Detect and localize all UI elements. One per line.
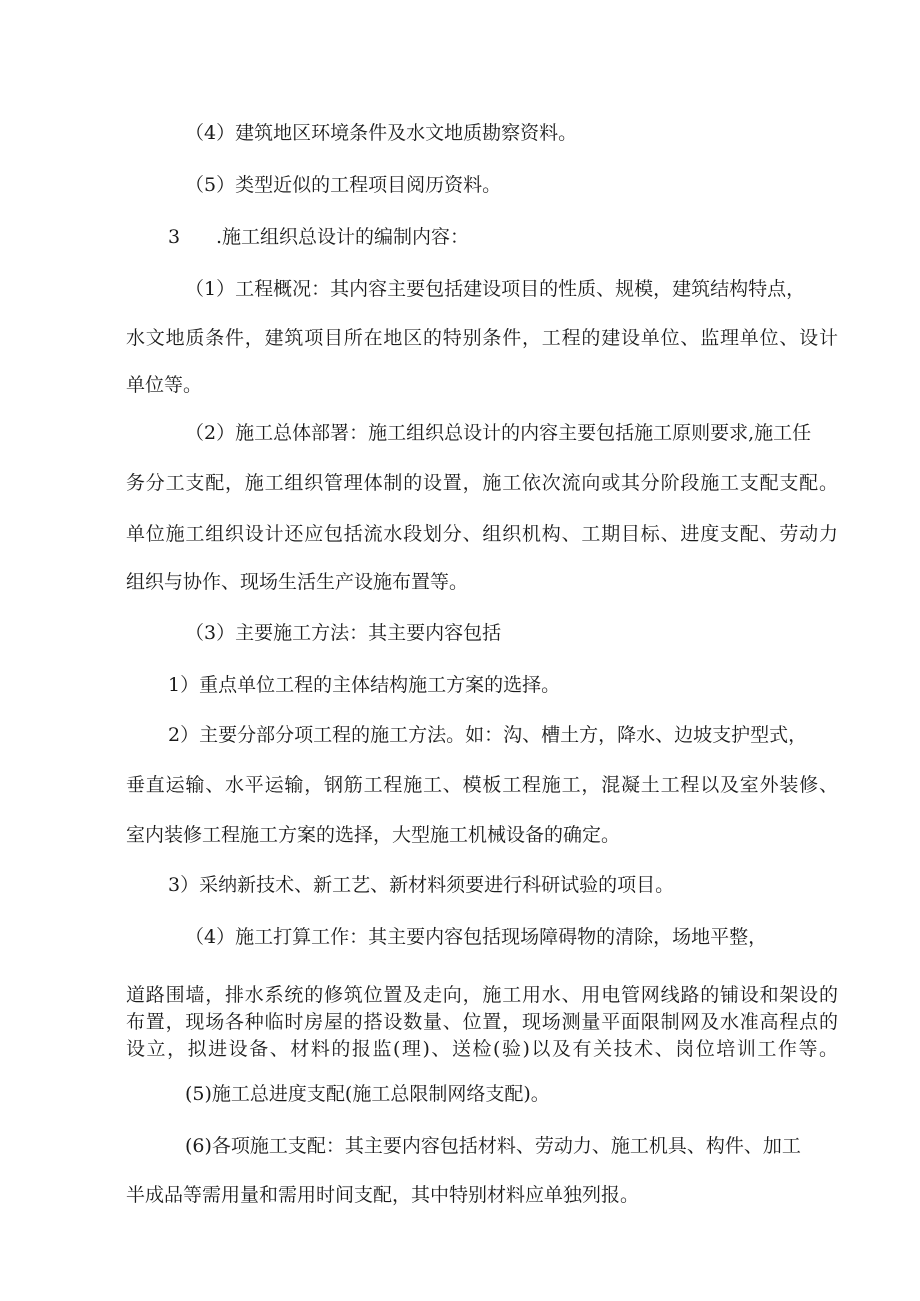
section-heading: .施工组织总设计的编制内容： [216,226,470,248]
paragraph-line: 3）采纳新技术、新工艺、新材料须要进行科研试验的项目。 [168,874,675,896]
paragraph-line: 单位施工组织设计还应包括流水段划分、组织机构、工期目标、进度支配、劳动力 [126,523,838,545]
paragraph-line: 单位等。 [126,374,203,396]
paragraph-line: （4）建筑地区环境条件及水文地质勘察资料。 [185,122,578,144]
paragraph-line: 务分工支配，施工组织管理体制的设置，施工依次流向或其分阶段施工支配支配。 [126,472,838,494]
paragraph-line: （3）主要施工方法：其主要内容包括 [185,622,502,644]
paragraph-line: 垂直运输、水平运输，钢筋工程施工、模板工程施工，混凝土工程以及室外装修、 [126,774,838,796]
paragraph-line: 半成品等需用量和需用时间支配，其中特别材料应单独列报。 [126,1184,640,1206]
paragraph-line: 组织与协作、现场生活生产设施布置等。 [126,571,469,593]
paragraph-line: （4）施工打算工作：其主要内容包括现场障碍物的清除，场地平整， [185,926,768,948]
paragraph-line: (5)施工总进度支配(施工总限制网络支配)。 [185,1083,550,1105]
paragraph-line: （2）施工总体部署：施工组织总设计的内容主要包括施工原则要求,施工任 [185,422,812,444]
paragraph-line: 布置，现场各种临时房屋的搭设数量、位置，现场测量平面限制网及水准高程点的 [126,1011,838,1033]
paragraph-line: 设立，拟进设备、材料的报监(理)、送检(验)以及有关技术、岗位培训工作等。 [126,1038,838,1060]
paragraph-line: 水文地质条件，建筑项目所在地区的特别条件，工程的建设单位、监理单位、设计 [126,327,838,349]
paragraph-line: 道路围墙，排水系统的修筑位置及走向，施工用水、用电管网线路的铺设和架设的 [126,984,838,1006]
paragraph-line: 2）主要分部分项工程的施工方法。如：沟、槽土方，降水、边坡支护型式， [168,724,808,746]
section-number: 3 [168,226,181,248]
paragraph-line: （5）类型近似的工程项目阅历资料。 [185,174,502,196]
paragraph-line: （1）工程概况：其内容主要包括建设项目的性质、规模，建筑结构特点， [185,278,806,300]
paragraph-line: 室内装修工程施工方案的选择，大型施工机械设备的确定。 [126,824,621,846]
paragraph-line: (6)各项施工支配：其主要内容包括材料、劳动力、施工机具、构件、加工 [185,1135,801,1157]
paragraph-line: 1）重点单位工程的主体结构施工方案的选择。 [168,674,561,696]
